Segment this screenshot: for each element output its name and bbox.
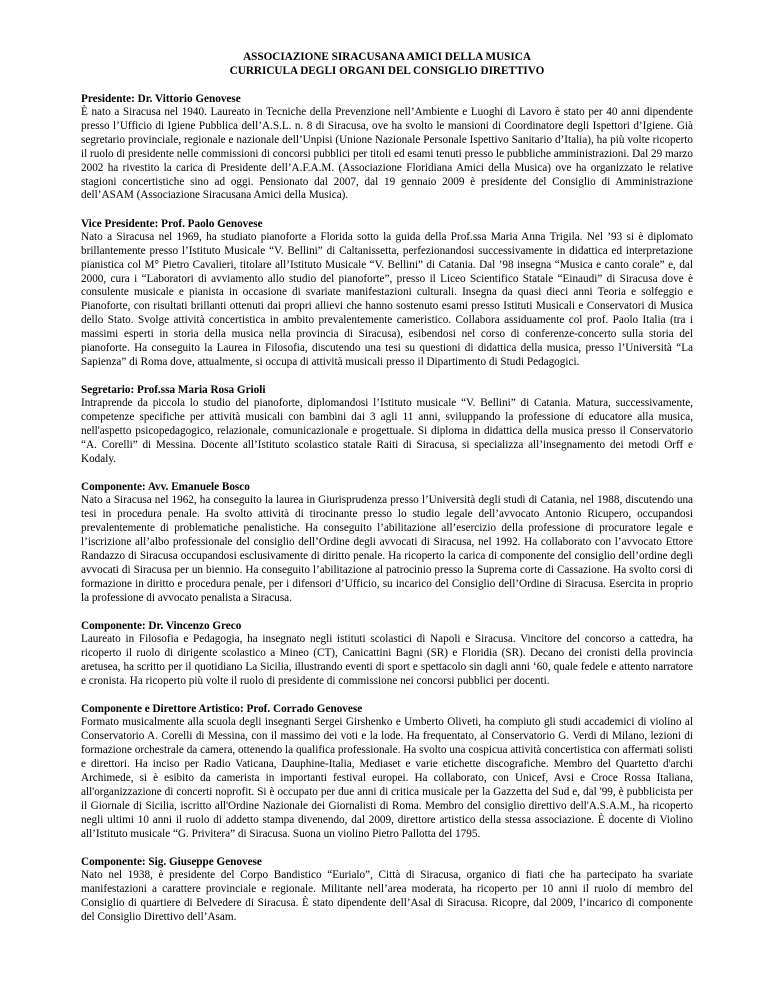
section-heading: Componente: Sig. Giuseppe Genovese xyxy=(81,855,262,868)
title-line-2: CURRICULA DEGLI ORGANI DEL CONSIGLIO DIRETTIVO xyxy=(229,65,545,77)
title-line-1: ASSOCIAZIONE SIRACUSANA AMICI DELLA MUSICA xyxy=(243,51,531,63)
section-heading: Vice Presidente: Prof. Paolo Genovese xyxy=(81,217,263,230)
section-body: Formato musicalmente alla scuola degli insegnanti Sergei Girshenko e Umberto Oliveti, ha compiuto gli studi accademici di violino al Conservatorio A. Corelli di Messina, con il massimo dei voti e la lode. Ha frequentato, al Conservatorio G. Verdi di Milano, lezioni di formazione orchestrale da camera, ottenendo la qualifica professionale. Ha svolto una cospicua attività concertistica con affermati solisti e direttori. Ha inciso per Radio Vaticana, Dauphine-Italia, Mediaset e varie etichette discografiche. Membro del Quartetto d'archi Archimede, si è esibito da camerista in importanti festival europei. Ha collaborato, con Unicef, Avsi e Croce Rossa Italiana, all'organizzazione di concerti noprofit. Si è occupato per due anni di critica musicale per la Gazzetta del Sud e, dal '99, è pubblicista per il Giornale di Sicilia, iscritto all'Ordine Nazionale dei Giornalisti di Roma. Membro del consiglio direttivo dell'A.S.A.M., ha ricoperto negli ultimi 10 anni il ruolo di addetto stampa divenendo, dal 2009, direttore artistico della stessa associazione. È docente di Violino all’Istituto musicale “G. Privitera” di Siracusa. Suona un violino Pietro Pallotta del 1795. xyxy=(81,716,693,840)
section-segretario xyxy=(81,383,693,467)
section-componente-bosco xyxy=(81,480,693,605)
section-heading: Componente: Avv. Emanuele Bosco xyxy=(81,481,250,494)
section-heading: Presidente: Dr. Vittorio Genovese xyxy=(81,93,241,105)
section-body: Laureato in Filosofia e Pedagogia, ha insegnato negli istituti scolastici di Napoli e Siracusa. Vincitore del concorso a cattedra, ha ricoperto il ruolo di dirigente scolastico a Mineo (CT), Canicattini Bagni (SR) e Floridia (SR). Decano dei cronisti della provincia aretusea, ha scritto per il quotidiano La Sicilia, illustrando eventi di sport e spettacolo sin dagli anni ‘60, quale fedele e attento narratore e cronista. Ha ricoperto più volte il ruolo di presidente di commissione nei concorsi pubblici per docenti. xyxy=(81,633,693,687)
section-direttore-artistico xyxy=(81,702,693,841)
section-vice-presidente xyxy=(81,217,693,370)
document-title xyxy=(81,50,693,78)
section-body: È nato a Siracusa nel 1940. Laureato in Tecniche della Prevenzione nell’Ambiente e Luoghi di Lavoro è stato per 40 anni dipendente presso l’Ufficio di Igiene Pubblica dell’A.S.L. n. 8 di Siracusa, ove ha svolto le mansioni di Coordinatore degli Ispettori d’Igiene. Già segretario provinciale, regionale e nazionale dell’Unpisi (Unione Nazionale Personale Ispettivo Sanitario d’Italia), ha più volte ricoperto il ruolo di presidente nelle commissioni di concorsi pubblici per titoli ed esami tenuti presso le pubbliche amministrazioni. Dal 29 marzo 2002 ha rivestito la carica di Presidente dell’A.F.A.M. (Associazione Floridiana Amici della Musica) ove ha organizzato le relative stagioni concertistiche sino ad oggi. Pensionato dal 2007, dal 19 gennaio 2009 è presidente del Consiglio di Amministrazione dell’ASAM (Associazione Siracusana Amici della Musica). xyxy=(81,106,693,202)
section-presidente xyxy=(81,92,693,203)
section-body: Nato a Siracusa nel 1969, ha studiato pianoforte a Florida sotto la guida della Prof.ssa Maria Anna Trigila. Nel ’93 si è diplomato brillantemente presso l’Istituto Musicale “V. Bellini” di Caltanissetta, perfezionandosi successivamente in didattica ed interpretazione pianistica col M° Pietro Cavalieri, titolare all’Istituto Musicale “V. Bellini” di Catania. Dal ’98 insegna “Musica e canto corale” e, dal 2000, cura i “Laboratori di avviamento allo studio del pianoforte”, presso il Liceo Scientifico Statale “Einaudi” di Siracusa dove è consulente musicale e pianista in occasione di svariate manifestazioni culturali. Insegna da quasi dieci anni Teoria e solfeggio e Pianoforte, con risultati brillanti ottenuti dai propri allievi che hanno sostenuto esami presso Istituti Musicali e Conservatori di Musica dello Stato. Svolge attività concertistica in ambito prevalentemente cameristico. Collabora assiduamente col prof. Paolo Italia (tra i massimi esperti in storia della musica nella provincia di Siracusa), esibendosi nel corso di conferenze-concerto sulla storia del pianoforte. Ha conseguito la Laurea in Filosofia, discutendo una tesi su questioni di didattica della musica, presso l’Università “La Sapienza” di Roma dove, attualmente, si occupa di attività musicali presso il Dipartimento di Studi Pedagogici. xyxy=(81,230,693,368)
document-page xyxy=(81,50,693,938)
section-body: Nato a Siracusa nel 1962, ha conseguito la laurea in Giurisprudenza presso l’Università degli studi di Catania, nel 1988, discutendo una tesi in procedura penale. Ha svolto attività di tirocinante presso lo studio legale dell’avvocato Antonio Ricupero, occupandosi prevalentemente di problematiche penalistiche. Ha conseguito l’abilitazione all’esercizio della professione di procuratore legale e l’iscrizione all’albo professionale del consiglio dell’Ordine degli avvocati di Siracusa, nel 1992. Ha collaborato con l’avvocato Ettore Randazzo di Siracusa occupandosi esclusivamente di diritto penale. Ha ricoperto la carica di componente del consiglio dell’ordine degli avvocati di Siracusa per un biennio. Ha conseguito l’abilitazione al patrocinio presso la Suprema corte di Cassazione. Ha svolto corsi di formazione in diritto e procedura penale, per i difensori d’Ufficio, su incarico del Consiglio dell’Ordine di Siracusa. Esercita in proprio la professione di avvocato penalista a Siracusa. xyxy=(81,494,693,604)
section-body: Intraprende da piccola lo studio del pianoforte, diplomandosi l’Istituto musicale “V. Bellini” di Catania. Matura, successivamente, competenze specifiche per attività musicali con bambini dai 3 agli 11 anni, sviluppando la professione di educatore alla musica, nell'aspetto psicopedagogico, relazionale, comunicazionale e progettuale. Si diploma in didattica della musica presso il Conservatorio “A. Corelli” di Messina. Docente all’Istituto scolastico statale Raiti di Siracusa, si specializza all’insegnamento dei metodi Orff e Kodaly. xyxy=(81,397,693,466)
section-body: Nato nel 1938, è presidente del Corpo Bandistico “Eurialo”, Città di Siracusa, organico di fiati che ha partecipato ha svariate manifestazioni a carattere provinciale e regionale. Militante nell’area moderata, ha ricoperto per 10 anni il ruolo di membro del Consiglio di quartiere di Belvedere di Siracusa. È stato dipendente dell’Asal di Siracusa. Ricopre, dal 2009, l’incarico di componente del Consiglio Direttivo dell’Asam. xyxy=(81,868,693,923)
section-componente-greco xyxy=(81,619,693,689)
section-componente-giuseppe-genovese xyxy=(81,855,693,925)
section-heading: Componente: Dr. Vincenzo Greco xyxy=(81,620,242,633)
section-heading: Segretario: Prof.ssa Maria Rosa Grioli xyxy=(81,384,266,397)
section-heading: Componente e Direttore Artistico: Prof. Corrado Genovese xyxy=(81,703,363,716)
